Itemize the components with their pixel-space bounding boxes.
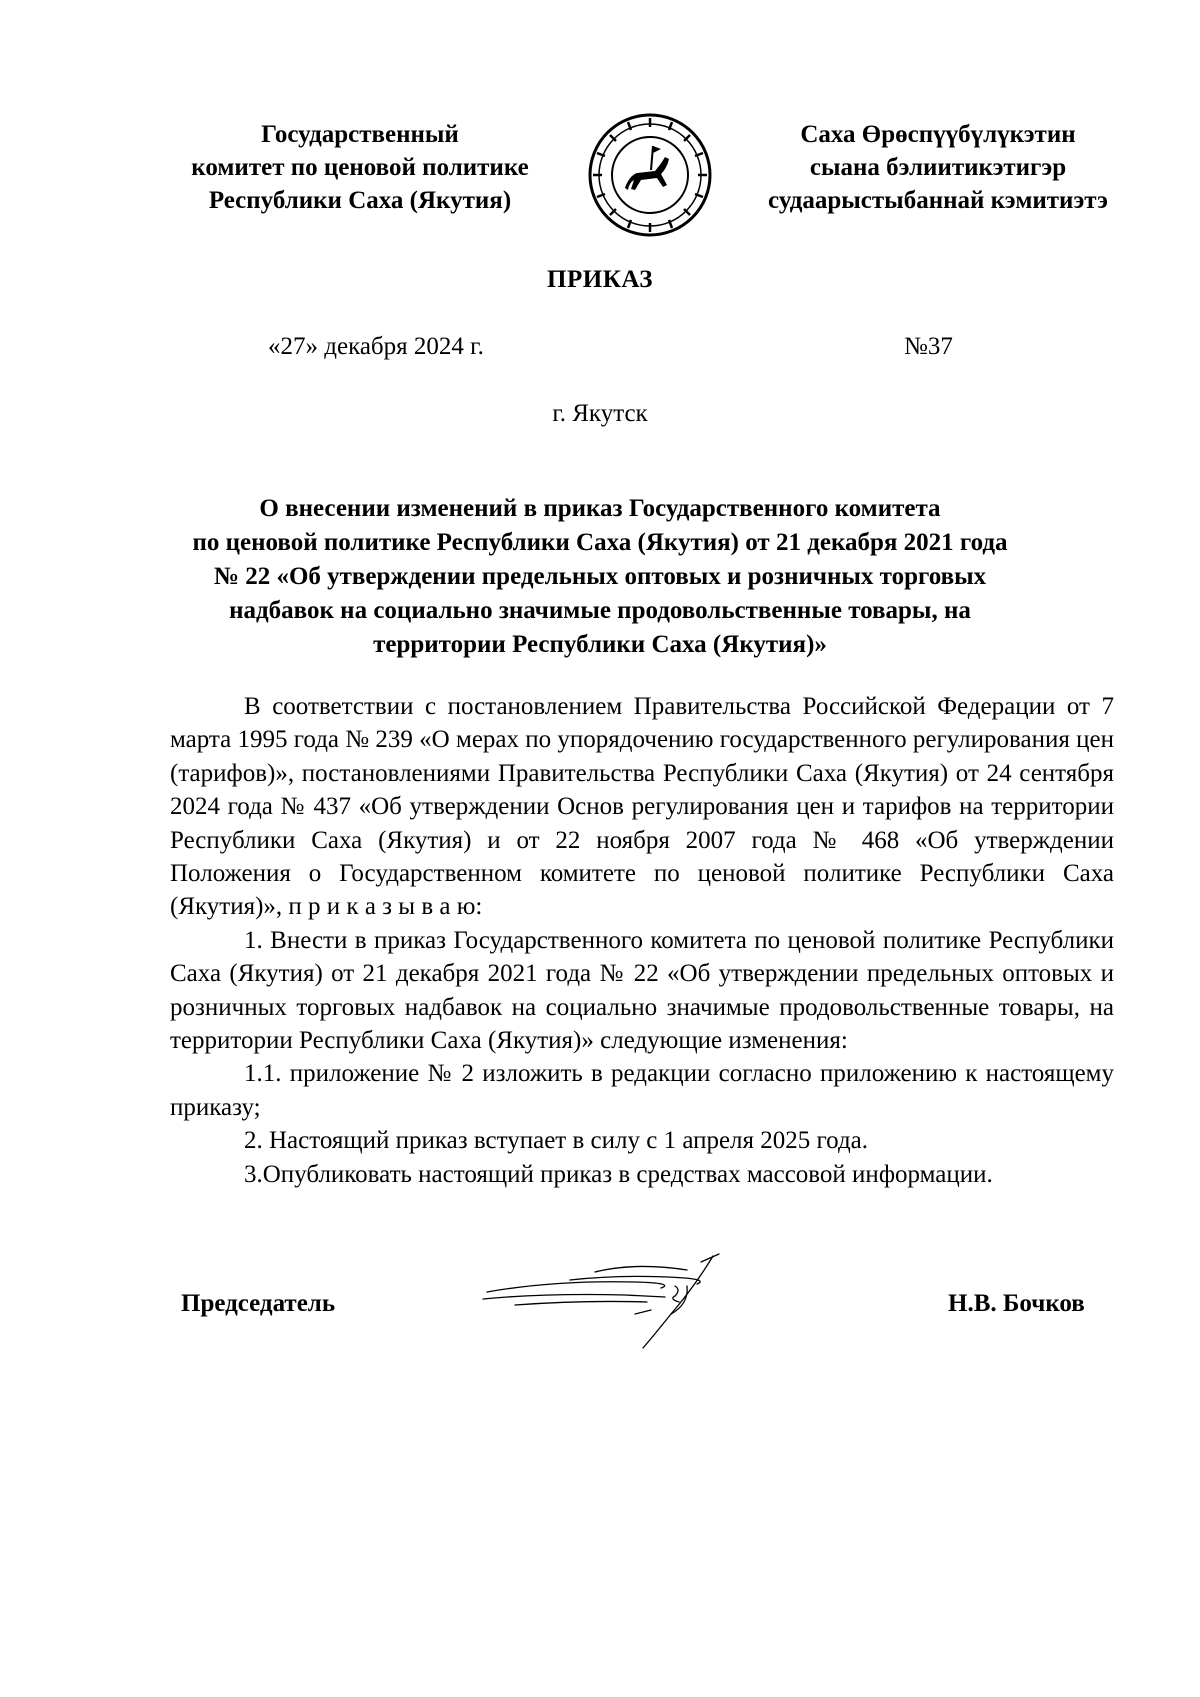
header-left-org-name	[160, 118, 560, 217]
header-right-line: Саха Өрөспүүбүлүкэтин	[800, 121, 1076, 148]
subject-line: надбавок на социально значимые продовольственные товары, на	[229, 597, 971, 624]
header-right-line: сыана бэлиитикэтигэр	[809, 154, 1067, 181]
signatory-name: Н.В. Бочков	[948, 1290, 1085, 1317]
sakha-coat-of-arms-icon	[585, 110, 715, 240]
header-left-line: Республики Саха (Якутия)	[208, 187, 512, 214]
subject-line: территории Республики Саха (Якутия)»	[373, 631, 827, 658]
order-city: г. Якутск	[552, 400, 648, 427]
header-left-line: Государственный	[261, 121, 459, 148]
body-paragraph-item-1: 1. Внести в приказ Государственного комитета по ценовой политике Республики Саха (Якутия) от 21 декабря 2021 года № 22 «Об утверждении предельных оптовых и розничных торговых надбавок на социально значимые продовольственные товары, на территории Республики Саха (Якутия)» следующие изменения:	[170, 926, 1114, 1055]
body-paragraph-item-3: 3.Опубликовать настоящий приказ в средствах массовой информации.	[244, 1160, 993, 1188]
order-title: ПРИКАЗ	[547, 266, 653, 293]
body-paragraph-item-1-1: 1.1. приложение № 2 изложить в редакции согласно приложению к настоящему приказу;	[170, 1060, 1114, 1121]
handwritten-signature-icon	[475, 1250, 795, 1350]
order-body	[170, 690, 1114, 1191]
subject-line: по ценовой политике Республики Саха (Якутия) от 21 декабря 2021 года	[192, 529, 1008, 556]
subject-line: О внесении изменений в приказ Государственного комитета	[259, 495, 941, 522]
order-number: №37	[904, 333, 953, 360]
signatory-role: Председатель	[181, 1290, 336, 1317]
header-left-line: комитет по ценовой политике	[191, 154, 529, 181]
body-paragraph-item-2: 2. Настоящий приказ вступает в силу с 1 апреля 2025 года.	[244, 1127, 869, 1155]
subject-line: № 22 «Об утверждении предельных оптовых и розничных торговых	[213, 563, 987, 590]
body-paragraph-preamble: В соответствии с постановлением Правительства Российской Федерации от 7 марта 1995 года № 239 «О мерах по упорядочению государственного регулирования цен (тарифов)», постановлениями Правительства Республики Саха (Якутия) от 24 сентября 2024 года № 437 «Об утверждении Основ регулирования цен и тарифов на территории Республики Саха (Якутия) и от 22 ноября 2007 года № 468 «Об утверждении Положения о Государственном комитете по ценовой политике Республики Саха (Якутия)», п р и к а з ы в а ю:	[170, 693, 1114, 921]
header-right-line: судаарыстыбаннай кэмитиэтэ	[768, 187, 1108, 214]
header-right-org-name	[738, 118, 1138, 217]
order-subject	[160, 492, 1040, 662]
order-date: «27» декабря 2024 г.	[268, 333, 484, 360]
